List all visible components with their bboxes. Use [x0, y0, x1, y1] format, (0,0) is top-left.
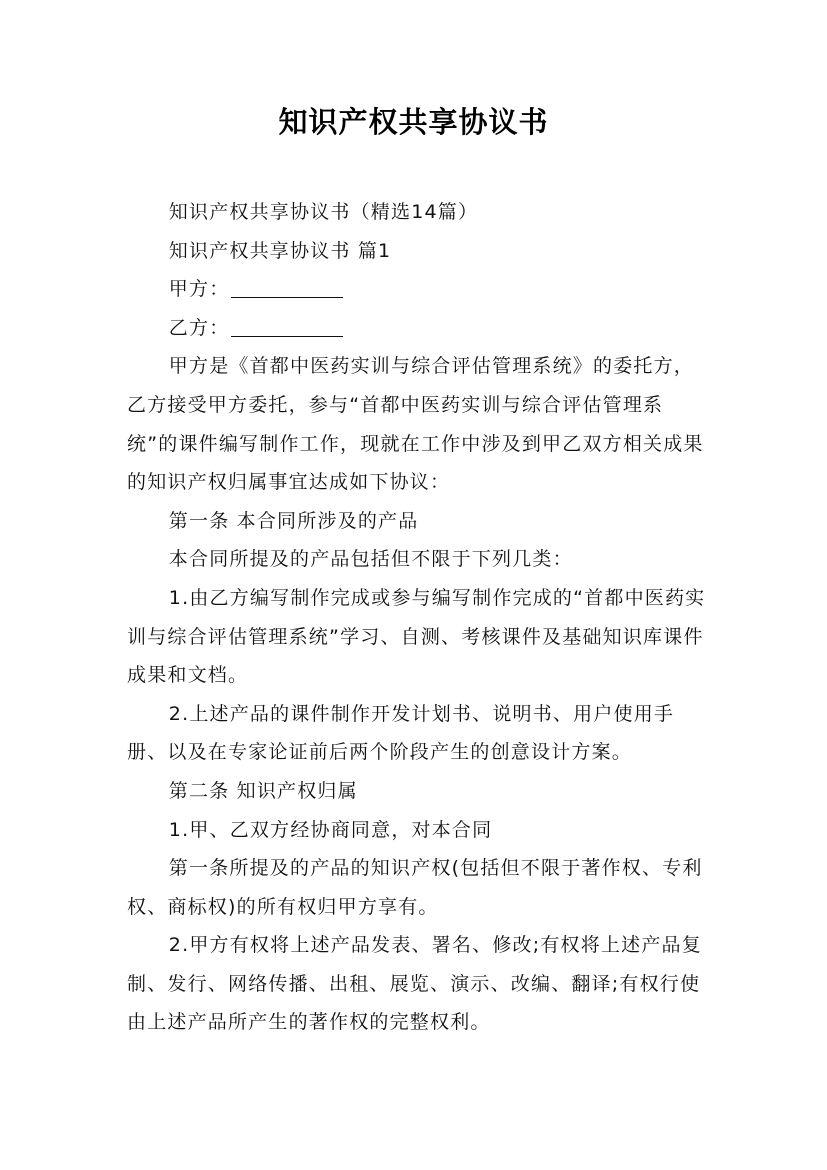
article-2-item-1: 1.甲、乙双方经协商同意，对本合同	[168, 818, 493, 841]
paragraph-subtitle: 知识产权共享协议书（精选14篇）	[168, 201, 479, 223]
party-a-blank	[231, 275, 343, 298]
article-2-heading: 第二条 知识产权归属	[168, 779, 358, 802]
article-1-text: 本合同所提及的产品包括但不限于下列几类：	[168, 548, 573, 571]
party-b-line	[127, 309, 712, 348]
paragraph-intro: 甲方是《首都中医药实训与综合评估管理系统》的委托方，乙方接受甲方委托，参与“首都中医药实训与综合评估管理系统”的课件编写制作工作，现就在工作中涉及到甲乙双方相关成果的知识产权归属事宜达成如下协议：	[127, 355, 704, 494]
article-1-item-1: 1.由乙方编写制作完成或参与编写制作完成的“首都中医药实训与综合评估管理系统”学习、自测、考核课件及基础知识库课件成果和文档。	[127, 586, 706, 687]
article-2-item-1-cont: 第一条所提及的产品的知识产权(包括但不限于著作权、专利权、商标权)的所有权归甲方享有。	[127, 857, 703, 918]
article-2-item-2: 2.甲方有权将上述产品发表、署名、修改;有权将上述产品复制、发行、网络传播、出租、展览、演示、改编、翻译;有权行使由上述产品所产生的著作权的完整权利。	[127, 934, 702, 1034]
article-1-item-2: 2.上述产品的课件制作开发计划书、说明书、用户使用手册、以及在专家论证前后两个阶段产生的创意设计方案。	[127, 702, 675, 764]
document-title: 知识产权共享协议书	[278, 105, 549, 139]
party-a-line	[127, 270, 712, 309]
party-b-label: 乙方：	[168, 316, 230, 339]
article-1-heading: 第一条 本合同所涉及的产品	[168, 509, 419, 532]
paragraph-section-heading: 知识产权共享协议书 篇1	[168, 239, 392, 262]
document-body	[127, 193, 712, 1042]
party-a-label: 甲方：	[168, 278, 230, 301]
party-b-blank	[231, 314, 343, 337]
